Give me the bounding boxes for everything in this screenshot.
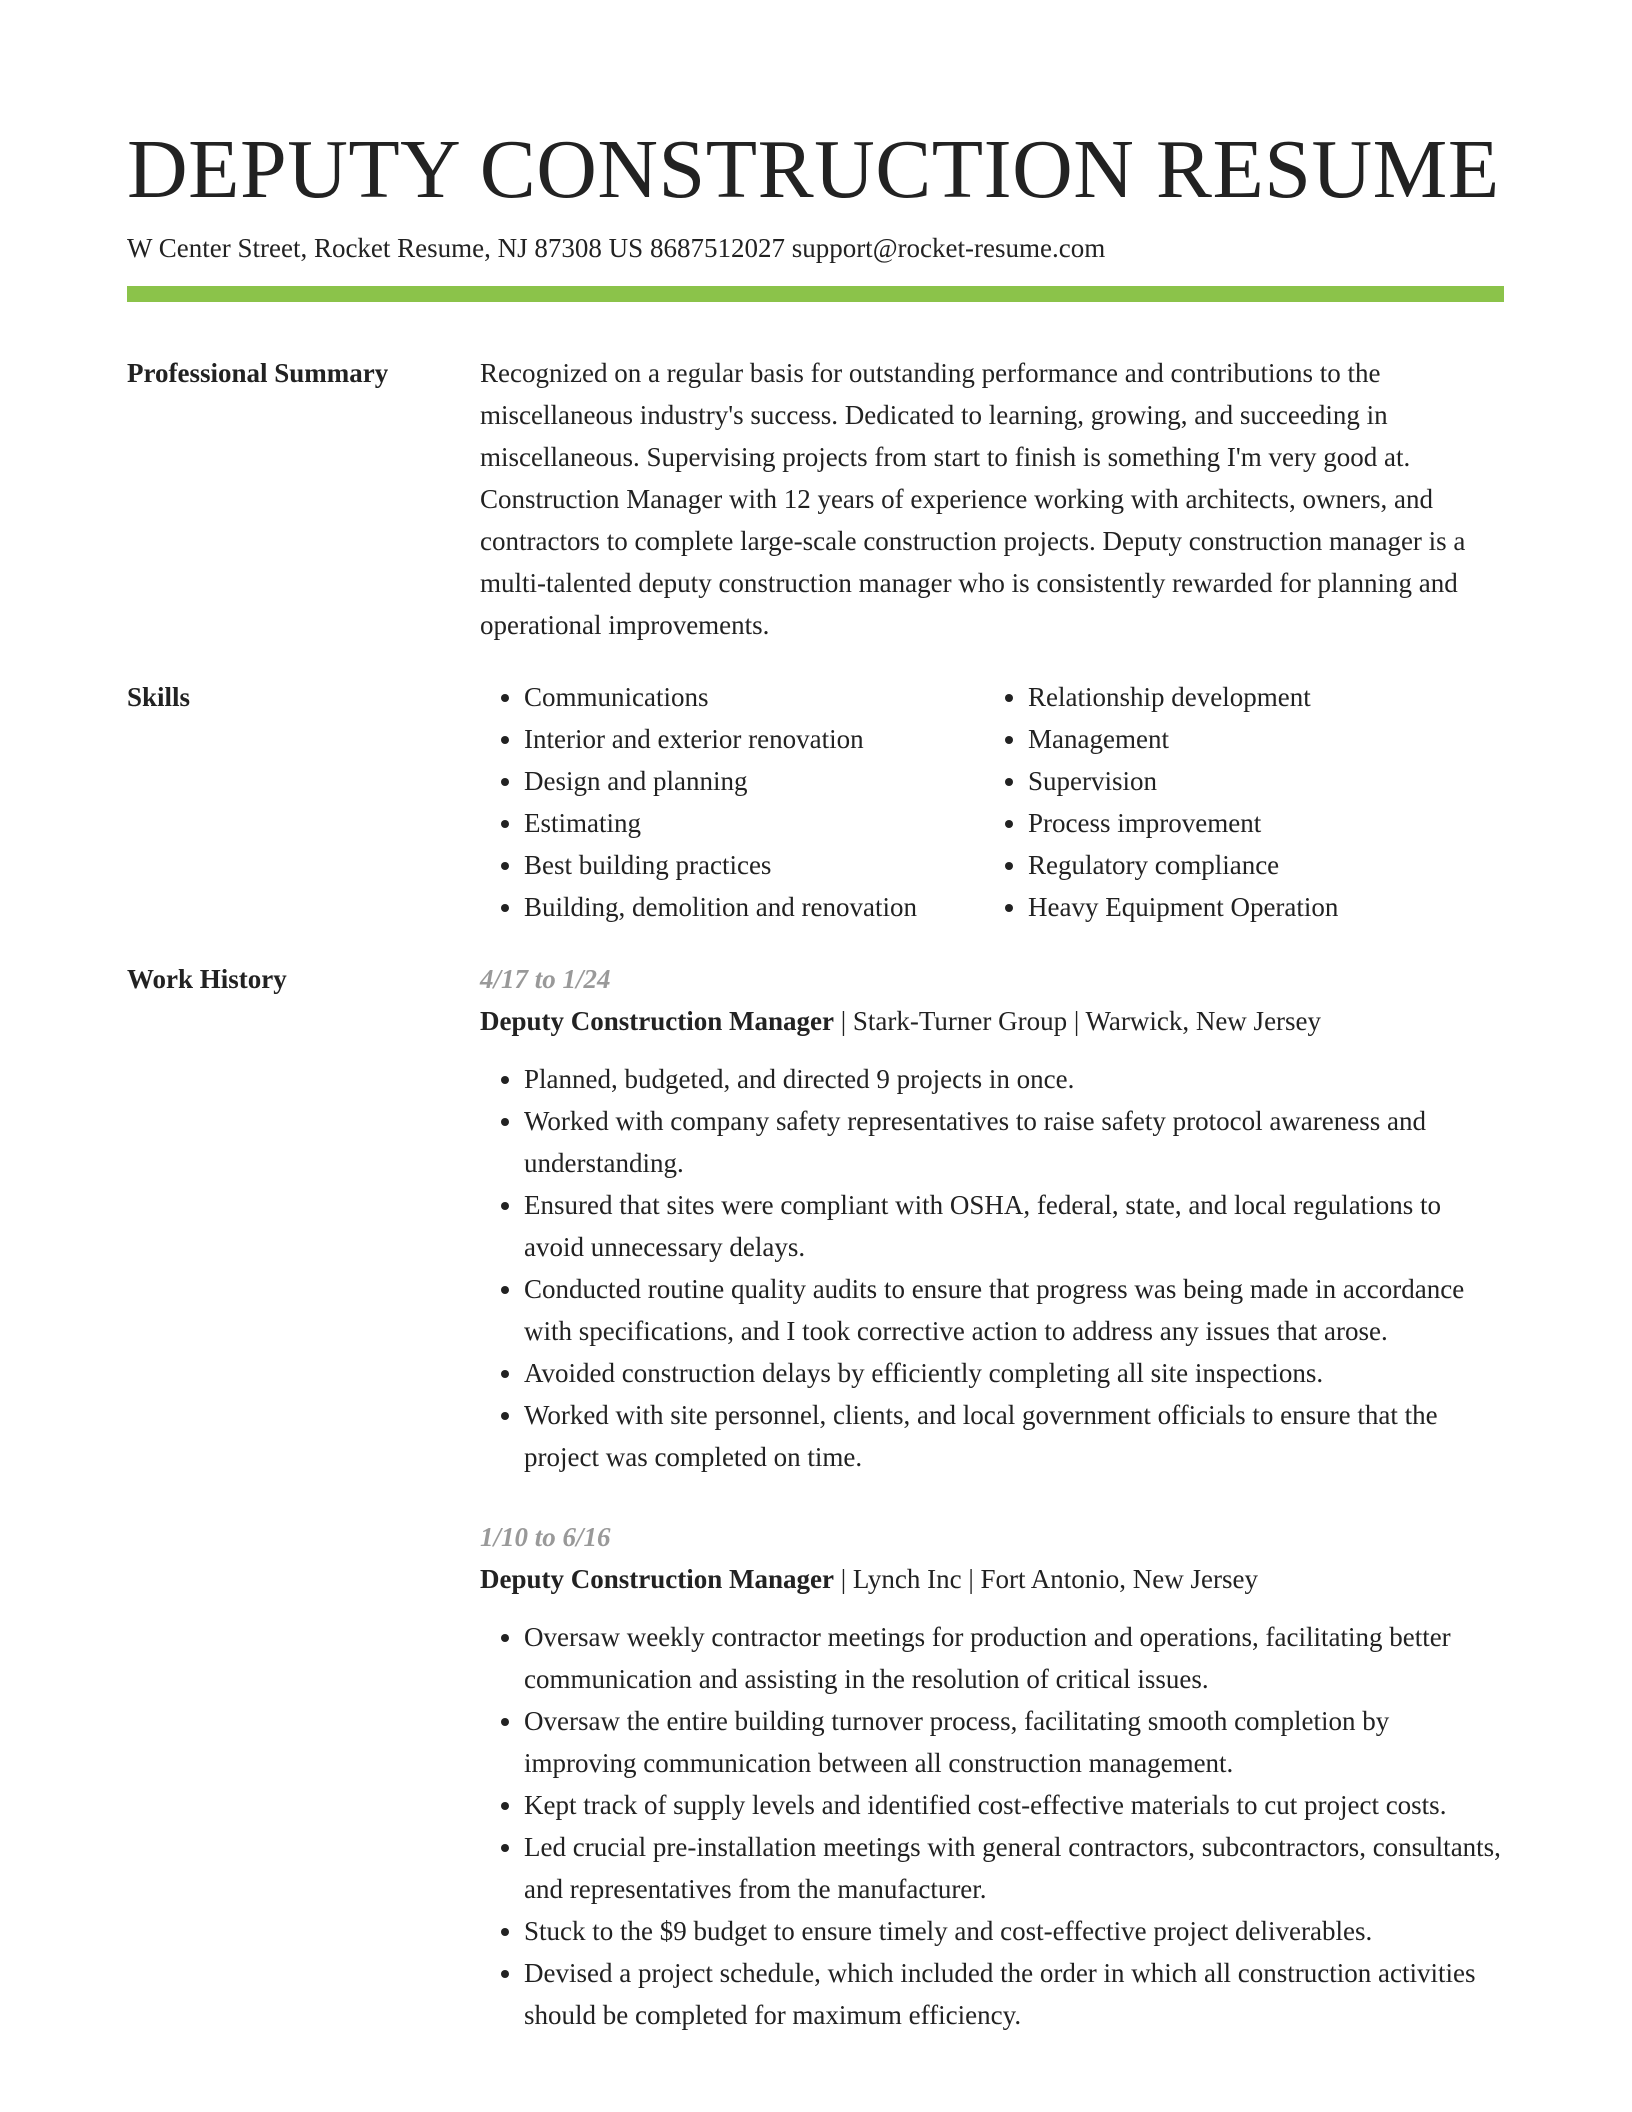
skills-heading: Skills <box>127 682 191 712</box>
job-location: Fort Antonio, New Jersey <box>980 1564 1258 1594</box>
skill-item: • Process improvement <box>1028 802 1488 844</box>
job-bullet: • Planned, budgeted, and directed 9 projects in once. <box>524 1058 1504 1100</box>
skills-list-left <box>480 676 984 928</box>
job-separator: | <box>840 1564 853 1594</box>
job-title-line <box>480 1558 1504 1600</box>
contact-email: support@rocket-resume.com <box>791 233 1106 263</box>
job-location: Warwick, New Jersey <box>1085 1006 1322 1036</box>
skills-list-right <box>984 676 1488 928</box>
summary-section <box>127 352 1504 646</box>
skill-item: • Relationship development <box>1028 676 1488 718</box>
resume-name: DEPUTY CONSTRUCTION RESUME <box>127 123 1500 216</box>
work-history-heading: Work History <box>127 964 287 994</box>
skills-section <box>127 676 1504 928</box>
job-bullets <box>480 1058 1504 1478</box>
skill-item: • Building, demolition and renovation <box>524 886 984 928</box>
job-entry <box>480 958 1504 1478</box>
summary-heading: Professional Summary <box>127 358 389 388</box>
skill-item: • Management <box>1028 718 1488 760</box>
job-title-line <box>480 1000 1504 1042</box>
job-separator: | <box>1073 1006 1086 1036</box>
summary-text: Recognized on a regular basis for outstanding performance and contributions to the miscellaneous industry's success. Dedicated to learning, growing, and succeeding in miscellaneous. Supervising projects from start to finish is something I'm very good at. Construction Manager with 12 years of experience working with architects, owners, and contractors to complete large-scale construction projects. Deputy construction manager is a multi-talented deputy construction manager who is consistently rewarded for planning and operational improvements. <box>480 358 1466 640</box>
job-bullet: • Kept track of supply levels and identified cost-effective materials to cut project costs. <box>524 1784 1504 1826</box>
skill-item: • Design and planning <box>524 760 984 802</box>
job-bullet: • Oversaw weekly contractor meetings for production and operations, facilitating better communication and assisting in the resolution of critical issues. <box>524 1616 1504 1700</box>
work-history-section <box>127 958 1504 2036</box>
job-separator: | <box>968 1564 981 1594</box>
skill-item: • Communications <box>524 676 984 718</box>
skill-item: • Heavy Equipment Operation <box>1028 886 1488 928</box>
job-entry <box>480 1516 1504 2036</box>
job-company: Stark-Turner Group <box>852 1006 1068 1036</box>
job-dates: 4/17 to 1/24 <box>480 964 611 994</box>
job-bullet: • Oversaw the entire building turnover process, facilitating smooth completion by improving communication between all construction management. <box>524 1700 1504 1784</box>
skill-item: • Best building practices <box>524 844 984 886</box>
contact-address: W Center Street, Rocket Resume, NJ 87308 US <box>127 233 644 263</box>
contact-phone: 8687512027 <box>649 233 785 263</box>
job-company: Lynch Inc <box>852 1564 962 1594</box>
job-bullet: • Stuck to the $9 budget to ensure timely and cost-effective project deliverables. <box>524 1910 1504 1952</box>
resume-page <box>127 120 1504 2036</box>
job-bullet: • Devised a project schedule, which included the order in which all construction activities should be completed for maximum efficiency. <box>524 1952 1504 2036</box>
skill-item: • Supervision <box>1028 760 1488 802</box>
header-divider <box>127 286 1504 302</box>
job-bullet: • Worked with site personnel, clients, and local government officials to ensure that the project was completed on time. <box>524 1394 1504 1478</box>
skill-item: • Regulatory compliance <box>1028 844 1488 886</box>
skill-item: • Estimating <box>524 802 984 844</box>
job-title: Deputy Construction Manager <box>480 1006 834 1036</box>
job-bullets <box>480 1616 1504 2036</box>
job-separator: | <box>840 1006 853 1036</box>
job-bullet: • Led crucial pre-installation meetings with general contractors, subcontractors, consultants, and representatives from the manufacturer. <box>524 1826 1504 1910</box>
skill-item: • Interior and exterior renovation <box>524 718 984 760</box>
contact-line <box>127 230 1504 266</box>
job-bullet: • Worked with company safety representatives to raise safety protocol awareness and understanding. <box>524 1100 1504 1184</box>
job-bullet: • Ensured that sites were compliant with OSHA, federal, state, and local regulations to avoid unnecessary delays. <box>524 1184 1504 1268</box>
job-bullet: • Conducted routine quality audits to ensure that progress was being made in accordance with specifications, and I took corrective action to address any issues that arose. <box>524 1268 1504 1352</box>
job-bullet: • Avoided construction delays by efficiently completing all site inspections. <box>524 1352 1504 1394</box>
job-title: Deputy Construction Manager <box>480 1564 834 1594</box>
job-dates: 1/10 to 6/16 <box>480 1522 611 1552</box>
